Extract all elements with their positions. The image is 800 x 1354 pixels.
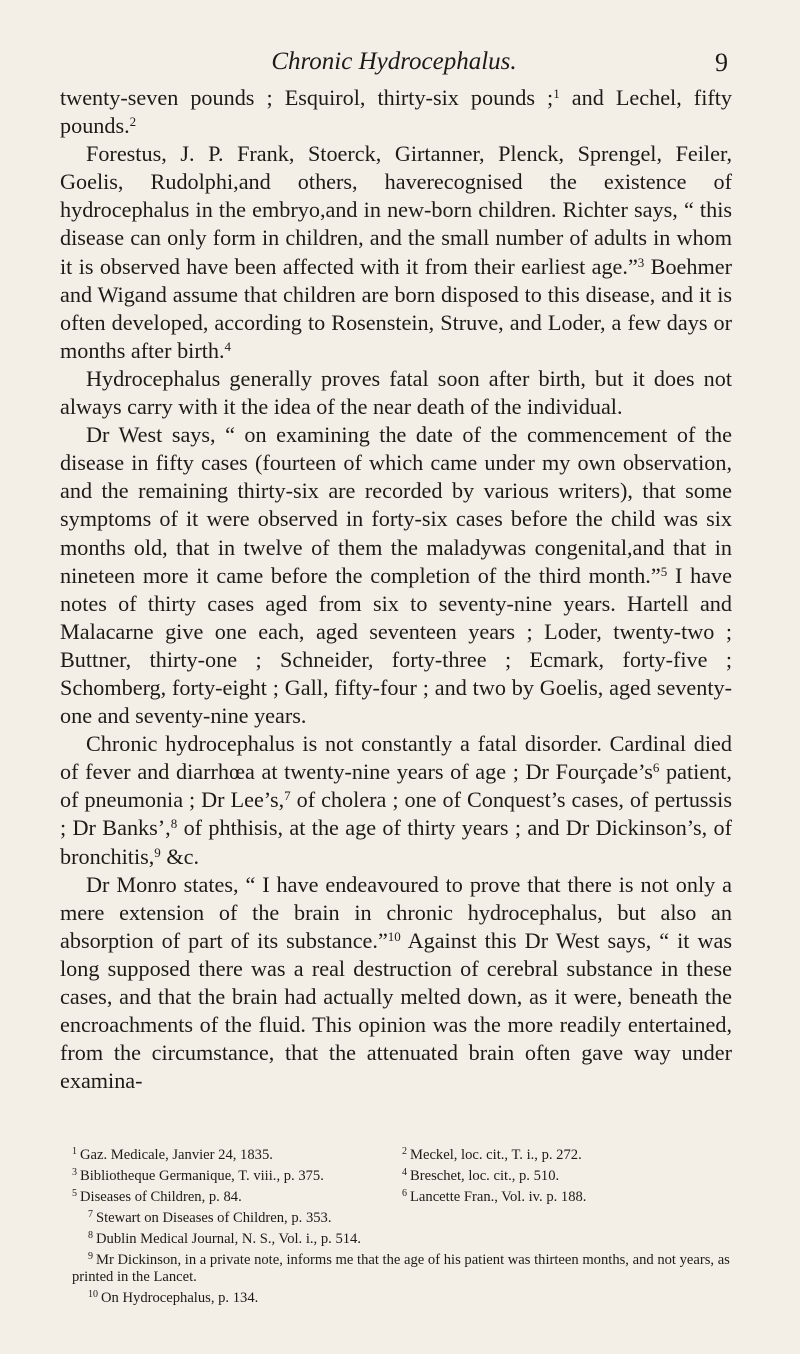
text-run: patient, of pneumonia ; Dr Lee’s, bbox=[60, 759, 732, 813]
paragraph bbox=[60, 730, 732, 870]
text-run: Forestus, J. P. Frank, Stoerck, Girtanner, Plenck, Sprengel, Feiler, Goelis, Rudolphi,and others, haverecognised the existence of hydrocephalus in the embryo,and in new-born children. Richter says, “ this disease can only form in children, and the small number of adults in whom it is observed have been affected with it from their earliest age.” bbox=[60, 141, 732, 279]
page-header bbox=[60, 48, 728, 82]
body-text bbox=[60, 84, 732, 1095]
footnote-ref: 10 bbox=[387, 928, 401, 944]
text-run: Dr West says, “ on examining the date of the commencement of the disease in fifty cases (fourteen of which came under my own observation, and the remaining thirty-six are recorded by various writers), that some symptoms of it were observed in forty-six cases before the child was six months old, that in twelve of them the maladywas congenital,and that in nineteen more it came before the completion of the third month.” bbox=[60, 422, 732, 588]
footnote-number: 10 bbox=[88, 1289, 98, 1300]
footnote-row bbox=[72, 1164, 732, 1185]
footnote-ref: 5 bbox=[660, 563, 668, 579]
paragraph bbox=[60, 871, 732, 1096]
text-run: &c. bbox=[160, 843, 199, 869]
footnote bbox=[72, 1286, 732, 1307]
footnote-number: 1 bbox=[72, 1146, 77, 1157]
footnote-number: 6 bbox=[402, 1188, 407, 1199]
footnote-number: 8 bbox=[88, 1230, 93, 1241]
footnote-ref: 4 bbox=[224, 338, 232, 354]
footnote-text: Mr Dickinson, in a private note, informs me that the age of his patient was thirteen months, and not years, as printed in the Lancet. bbox=[72, 1252, 730, 1285]
text-run: I have notes of thirty cases aged from six to seventy-nine years. Hartell and Malacarne give one each, aged seventeen years ; Loder, twenty-two ; Buttner, thirty-one ; Schneider, forty-three ; Ecmark, forty-five ; Schomberg, forty-eight ; Gall, fifty-four ; and two by Goelis, aged seventy-one and seventy-nine years. bbox=[60, 562, 732, 729]
footnote bbox=[402, 1164, 732, 1185]
footnote-ref: 2 bbox=[129, 113, 137, 129]
footnote-text: Dublin Medical Journal, N. S., Vol. i., p. 514. bbox=[96, 1231, 361, 1247]
paragraph bbox=[60, 84, 732, 140]
text-run: Against this Dr West says, “ it was long supposed there was a real destruction of cerebral substance in these cases, and that the brain had actually melted down, as it were, beneath the encroachments of the fluid. This opinion was the more readily entertained, from the circumstance, that the attenuated brain often gave way under examina- bbox=[60, 927, 732, 1094]
footnote-text: Meckel, loc. cit., T. i., p. 272. bbox=[410, 1147, 582, 1163]
footnote-ref: 8 bbox=[170, 816, 178, 832]
text-run: Chronic hydrocephalus is not constantly a fatal disorder. Cardinal died of fever and diarrhœa at twenty-nine years of age ; Dr Fourçade’s bbox=[60, 731, 732, 785]
footnote-row bbox=[72, 1143, 732, 1164]
footnote-text: On Hydrocephalus, p. 134. bbox=[101, 1290, 259, 1306]
footnote-row bbox=[72, 1185, 732, 1206]
footnote-number: 3 bbox=[72, 1167, 77, 1178]
paragraph bbox=[60, 140, 732, 365]
footnote-ref: 6 bbox=[652, 760, 660, 776]
footnote bbox=[72, 1227, 732, 1248]
footnotes bbox=[72, 1143, 732, 1307]
text-run: twenty-seven pounds ; Esquirol, thirty-six pounds ; bbox=[60, 85, 554, 110]
footnote-number: 7 bbox=[88, 1209, 93, 1220]
page-number: 9 bbox=[715, 48, 728, 77]
footnote-ref: 3 bbox=[637, 254, 645, 270]
text-run: of phthisis, at the age of thirty years ; and Dr Dickinson’s, of bronchitis, bbox=[60, 815, 732, 869]
footnote-text: Gaz. Medicale, Janvier 24, 1835. bbox=[80, 1147, 273, 1163]
footnote bbox=[402, 1185, 732, 1206]
footnote bbox=[72, 1185, 402, 1206]
footnote-number: 2 bbox=[402, 1146, 407, 1157]
text-run: Hydrocephalus generally proves fatal soon after birth, but it does not always carry with it the idea of the near death of the individual. bbox=[60, 365, 732, 420]
running-title: Chronic Hydrocephalus. bbox=[271, 48, 517, 75]
footnote-ref: 1 bbox=[553, 85, 560, 101]
text-run: Boehmer and Wigand assume that children are born disposed to this disease, and it is often developed, according to Rosenstein, Struve, and Loder, a few days or months after birth. bbox=[60, 253, 732, 363]
footnote-ref: 7 bbox=[284, 788, 291, 804]
footnote-text: Diseases of Children, p. 84. bbox=[80, 1189, 242, 1205]
text-run: Dr Monro states, “ I have endeavoured to prove that there is not only a mere extension of the brain in chronic hydrocephalus, but also an absorption of part of its substance.” bbox=[60, 871, 732, 953]
footnote-number: 9 bbox=[88, 1251, 93, 1262]
footnote-number: 5 bbox=[72, 1188, 77, 1199]
footnote-number: 4 bbox=[402, 1167, 407, 1178]
text-run: of cholera ; one of Conquest’s cases, of pertussis ; Dr Banks’, bbox=[60, 787, 732, 841]
footnote bbox=[72, 1143, 402, 1164]
text-run: and Lechel, fifty pounds. bbox=[60, 85, 733, 139]
footnote bbox=[72, 1248, 732, 1286]
footnote bbox=[402, 1143, 732, 1164]
footnote bbox=[72, 1206, 732, 1227]
footnote bbox=[72, 1164, 402, 1185]
footnote-text: Stewart on Diseases of Children, p. 353. bbox=[96, 1210, 332, 1226]
footnote-text: Lancette Fran., Vol. iv. p. 188. bbox=[410, 1189, 587, 1205]
footnote-text: Bibliotheque Germanique, T. viii., p. 375. bbox=[80, 1168, 324, 1184]
paragraph bbox=[60, 421, 732, 730]
footnote-text: Breschet, loc. cit., p. 510. bbox=[410, 1168, 560, 1184]
paragraph bbox=[60, 365, 732, 421]
footnote-ref: 9 bbox=[154, 844, 161, 860]
